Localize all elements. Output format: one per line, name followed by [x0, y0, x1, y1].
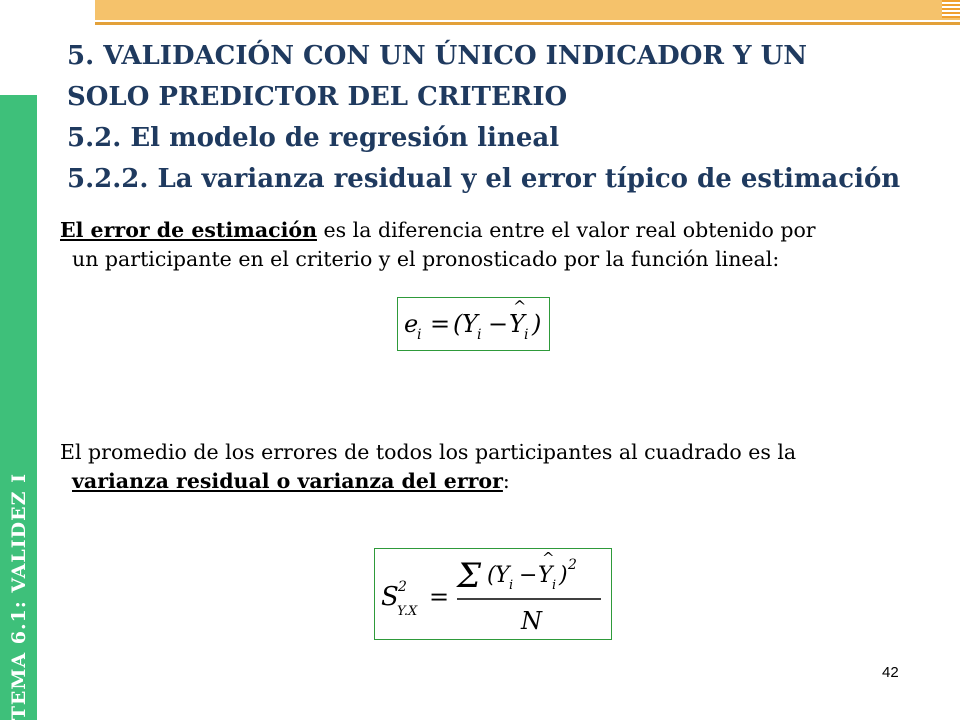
svg-text:=: =	[429, 583, 450, 611]
svg-text:=: =	[430, 310, 451, 338]
svg-text:i: i	[477, 327, 482, 343]
term-error-estimacion: El error de estimación	[60, 218, 317, 242]
svg-text:^: ^	[542, 549, 555, 567]
paragraph1-line2: un participante en el criterio y el pronosticado por la función lineal:	[72, 247, 780, 271]
svg-text:(: (	[453, 310, 463, 338]
paragraph2-line2	[60, 467, 910, 496]
svg-text:Σ: Σ	[457, 556, 482, 596]
side-label-container	[0, 95, 37, 720]
svg-text:−: −	[519, 563, 538, 588]
svg-text:e: e	[404, 310, 419, 338]
title-line-1: 5. VALIDACIÓN CON UN ÚNICO INDICADOR Y UN	[67, 41, 808, 71]
side-label: TEMA 6.1: VALIDEZ I	[7, 472, 30, 720]
svg-text:Y: Y	[495, 563, 510, 588]
paragraph1-rest: es la diferencia entre el valor real obtenido por	[316, 218, 816, 242]
svg-text:i: i	[509, 578, 514, 593]
formula-residual-variance	[374, 548, 612, 640]
slide-title	[67, 36, 937, 200]
svg-text:Y: Y	[538, 563, 553, 588]
term-varianza-residual: varianza residual o varianza del error	[72, 469, 503, 493]
formula-residual-variance-svg	[375, 549, 611, 639]
page-number: 42	[882, 664, 899, 681]
svg-text:(: (	[487, 563, 496, 588]
svg-text:N: N	[521, 607, 542, 635]
svg-text:−: −	[488, 310, 509, 338]
svg-text:S: S	[381, 582, 399, 612]
top-decorative-bar	[95, 0, 960, 20]
svg-text:Y.X: Y.X	[397, 604, 418, 619]
svg-text:): )	[559, 563, 568, 588]
paragraph-error-definition	[60, 216, 910, 274]
svg-text:^: ^	[513, 298, 527, 316]
corner-stripes	[942, 0, 960, 18]
title-line-4: 5.2.2. La varianza residual y el error típico de estimación	[67, 164, 901, 194]
svg-text:2: 2	[398, 579, 407, 595]
svg-text:Y: Y	[462, 310, 478, 338]
svg-text:i: i	[417, 327, 422, 343]
paragraph-residual-variance	[60, 438, 910, 496]
svg-text:i: i	[552, 578, 557, 593]
svg-text:): )	[532, 310, 542, 338]
paragraph2-end: :	[502, 469, 510, 493]
svg-text:i: i	[524, 327, 529, 343]
formula-error-svg	[398, 298, 549, 350]
title-line-2: SOLO PREDICTOR DEL CRITERIO	[67, 82, 568, 112]
svg-text:Y: Y	[509, 310, 525, 338]
top-decorative-line	[95, 22, 960, 25]
paragraph2-line1: El promedio de los errores de todos los participantes al cuadrado es la	[60, 440, 797, 464]
formula-error	[397, 297, 550, 351]
svg-text:2: 2	[568, 557, 577, 573]
title-line-3: 5.2. El modelo de regresión lineal	[67, 123, 560, 153]
